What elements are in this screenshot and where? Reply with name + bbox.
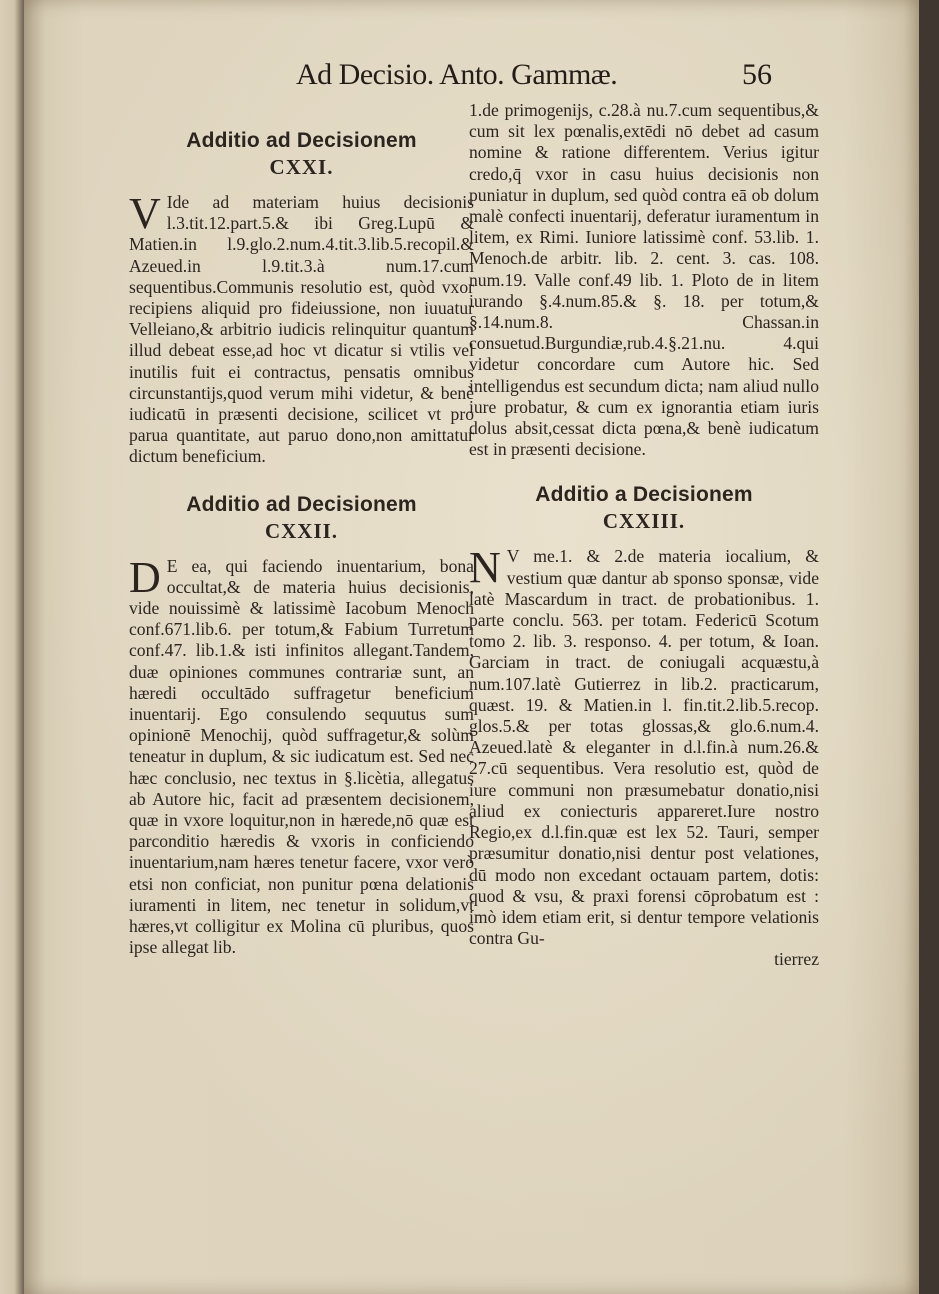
section-text: [129, 552, 474, 959]
page-number: 56: [742, 58, 772, 91]
heading-text: Additio ad Decisionem: [186, 492, 417, 516]
section-body: V me.1. & 2.de materia iocalium, & vestium quæ dantur ab sponso sponsæ, vide latè Mascardum in tract. de probationibus. 1. parte conclu. 563. per totam. Federicū Scotum tomo 2. lib. 3. responso. 4. per totum, & Ioan. Garciam in tract. de coniugali acquæstu,à num.107.latè Gutierrez in lib.2. practicarum, quæst. 19. & Matien.in l. fin.tit.2.lib.5.recop. glos.5.& per totas glossas,& glo.6.num.4. Azeued.latè & eleganter in d.l.fin.à num.26.& 27.cū sequentibus. Vera resolutio est, quòd de iure communi non præsumebatur donatio,nisi aliud ex coniecturis appareret.Iure nostro Regio,ex d.l.fin.quæ est lex 52. Tauri, semper præsumitur donatio,nisi dentur post velationes, dū modo non excedant octauam partem, dotis: quod & vsu, & praxi forensi cōprobatum est : imò idem etiam erit, si dentur tempore velationis contra Gu-: [469, 546, 819, 949]
section-heading: [129, 128, 474, 180]
drop-cap: N: [469, 543, 501, 593]
heading-text: Additio ad Decisionem: [186, 129, 417, 152]
section-text: [469, 543, 819, 949]
running-head: Ad Decisio. Anto. Gammæ.: [296, 58, 618, 91]
left-column: [129, 100, 474, 959]
decision-number: CXXII.: [264, 518, 339, 543]
section-body: Ide ad materiam huius decisionis l.3.tit.12.part.5.& ibi Greg.Lupū & Matien.in l.9.glo.2.num.4.tit.3.lib.5.recopil.& Azeued.in l.9.tit.3.à num.17.cum sequentibus.Communis resolutio est, quòd vxor recipiens aliquid pro fideiussione, non iuuatur Velleiano,& arbitrio iudicis relinquitur quantum illud debeat esse,ad hoc vt dicatur si vtilis vel inutilis fuit ei contractus, pensatis omnibus circunstantijs,quod verum mihi videtur, & benè iudicatū in præsenti decisione, scilicet vt pro parua quantitate, aut paruo dono,non amittatur dictum beneficium.: [129, 192, 474, 467]
previous-page-edge: [0, 0, 24, 1294]
section-text: [129, 189, 474, 468]
continuation-text: 1.de primogenijs, c.28.à nu.7.cum sequentibus,& cum sit lex pœnalis,extēdi nō debet ad casum nomine & ratione differentem. Verius igitur credo,q̄ vxor in casu huius decisionis non puniatur in duplum, sed quòd contra eā ob dolum malè confecti inuentarij, deferatur iuramentum in litem, ex Rimi. Iuniore latissimè conf. 53.lib. 1. Menoch.de arbitr. lib. 2. cent. 3. cas. 108. num.19. Valle conf.49 lib. 1. Ploto de in litem iurando §.4.num.85.& §. 18. per totum,& §.14.num.8. Chassan.in consuetud.Burgundiæ,rub.4.§.21.nu. 4.qui videtur concordare cum Autore hic. Sed intelligendus est secundum dicta; nam aliud nullo iure probatur, & cum ex ignorantia etiam iuris dolus absit,cessat dicta pœna,& benè iudicatum est in præsenti decisione.: [469, 100, 819, 460]
heading-text: Additio a Decisionem: [535, 483, 753, 507]
section-heading: [129, 492, 474, 544]
catchword: tierrez: [774, 949, 819, 970]
book-page: [24, 0, 919, 1294]
drop-cap: V: [129, 189, 161, 238]
decision-number: CXXI.: [269, 155, 334, 179]
drop-cap: D: [129, 552, 161, 602]
section-body: E ea, qui faciendo inuentarium, bona occultat,& de materia huius decisionis, vide nouissimè & latissimè Iacobum Menoch conf.671.lib.6. per totum,& Fabium Turretum conf.47. lib.1.& isti infinitos allegant.Tandem, duæ opiniones communes contrariæ sunt, an hæredi occultādo suffragetur beneficium inuentarij. Ego consulendo sequutus sum opinionē Menochij, quòd suffragetur,& solùm teneatur in duplum, & sic iudicatum est. Sed nec hæc conclusio, nec textus in §.licètia, allegatus ab Autore hic, facit ad præsentem decisionem, quæ in vxore loquitur,non in hærede,nō quæ est parconditio hæredis & vxoris in conficiendo inuentarium,nam hæres tenetur facere, vxor verò etsi non conficiat, non punitur pœna delationis iuramenti in litem, nec tenetur in solidum,vt hæres,vt colligitur ex Molina cū pluribus, quos ipse allegat lib.: [129, 555, 474, 958]
right-column: [469, 100, 819, 971]
decision-number: CXXIII.: [602, 509, 686, 534]
section-heading: [469, 482, 819, 534]
